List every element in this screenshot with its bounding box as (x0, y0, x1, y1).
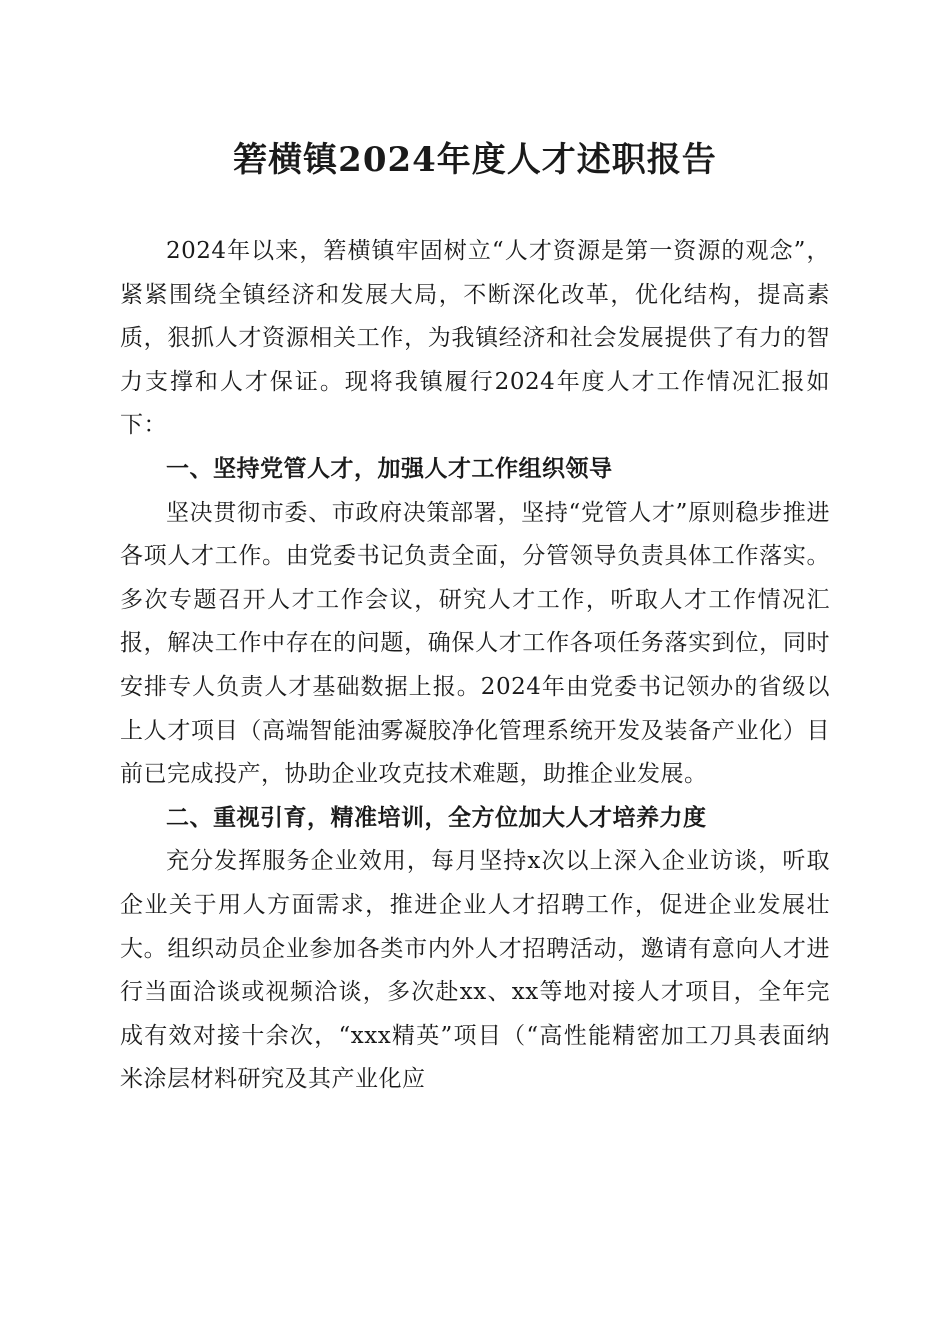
document-body (120, 230, 830, 1102)
intro-paragraph: 2024年以来，箬横镇牢固树立“人才资源是第一资源的观念”，紧紧围绕全镇经济和发展大局，不断深化改革，优化结构，提高素质，狠抓人才资源相关工作，为我镇经济和社会发展提供了有力的智力支撑和人才保证。现将我镇履行2024年度人才工作情况汇报如下： (120, 238, 830, 439)
section-1-heading: 一、坚持党管人才，加强人才工作组织领导 (166, 455, 613, 482)
section-2-heading: 二、重视引育，精准培训，全方位加大人才培养力度 (166, 804, 707, 831)
section-2-paragraph: 充分发挥服务企业效用，每月坚持x次以上深入企业访谈，听取企业关于用人方面需求，推进企业人才招聘工作，促进企业发展壮大。组织动员企业参加各类市内外人才招聘活动，邀请有意向人才进行当面洽谈或视频洽谈，多次赴xx、xx等地对接人才项目，全年完成有效对接十余次，“xxx精英”项目（“高性能精密加工刀具表面纳米涂层材料研究及其产业化应 (120, 848, 830, 1093)
section-1-paragraph: 坚决贯彻市委、市政府决策部署，坚持“党管人才”原则稳步推进各项人才工作。由党委书记负责全面，分管领导负责具体工作落实。多次专题召开人才工作会议，研究人才工作，听取人才工作情况汇报，解决工作中存在的问题，确保人才工作各项任务落实到位，同时安排专人负责人才基础数据上报。2024年由党委书记领办的省级以上人才项目（高端智能油雾凝胶净化管理系统开发及装备产业化）目前已完成投产，协助企业攻克技术难题，助推企业发展。 (120, 499, 830, 788)
document-title: 箬横镇2024年度人才述职报告 (233, 140, 717, 180)
